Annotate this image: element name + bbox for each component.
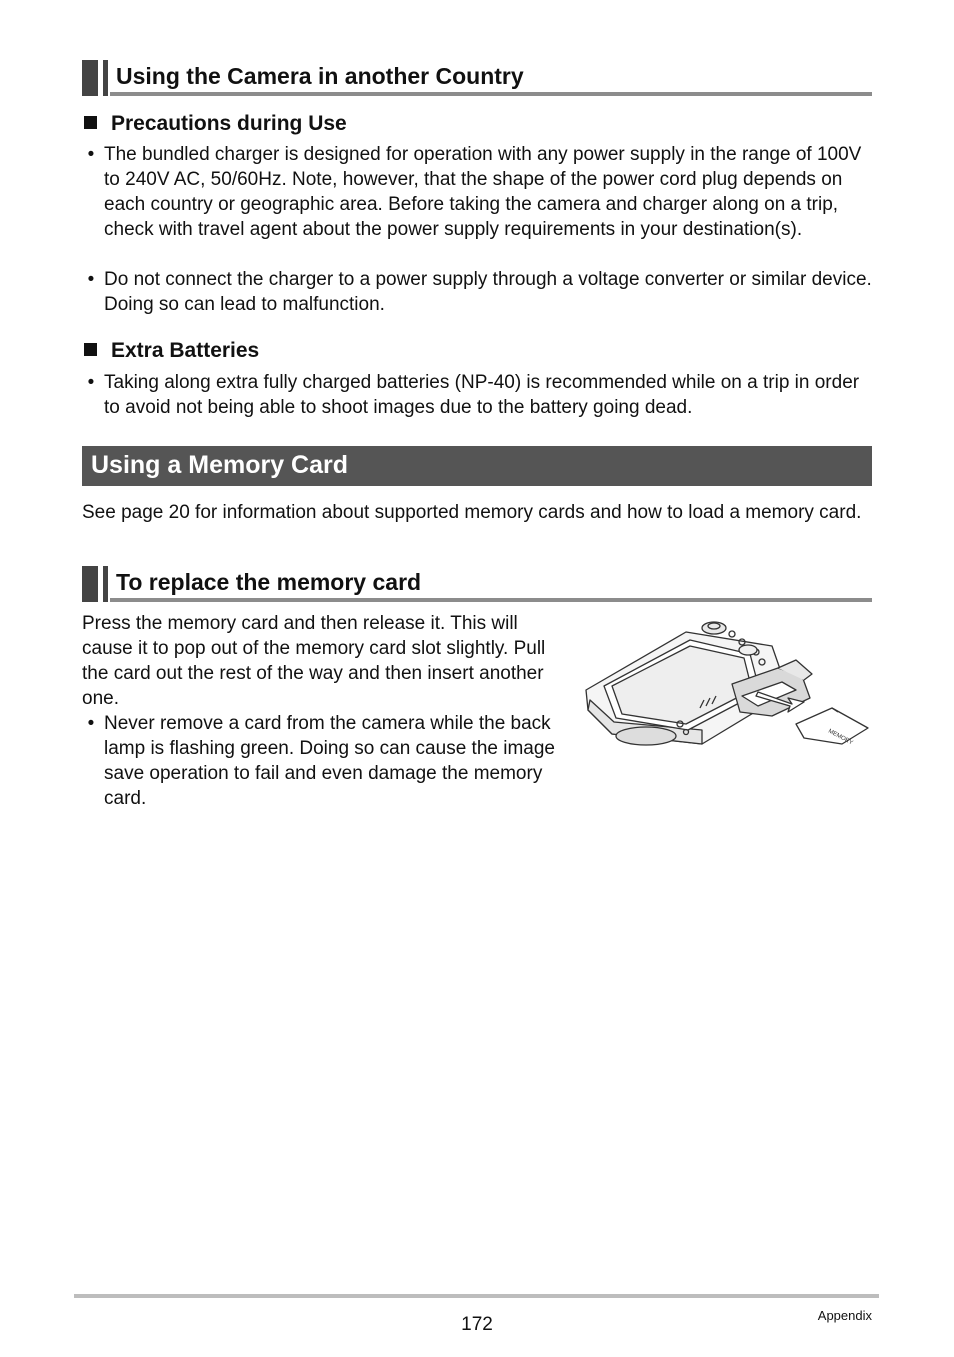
body-paragraph: Press the memory card and then release it. This will cause it to pop out of the memory card slot slightly. Pull the card out the rest of the way and then insert another one. [82,613,546,709]
subheading-label: Extra Batteries [111,339,260,362]
bullet-dot-icon: • [87,713,95,734]
section-heading-replace-card [82,566,872,606]
banner-title: Using a Memory Card [91,451,349,479]
footer-section-label: Appendix [817,1308,872,1323]
footer-rule [74,1294,879,1298]
square-bullet-icon [84,116,97,129]
square-bullet-icon [84,343,97,356]
section-title: Using the Camera in another Country [116,63,524,89]
camera-memory-card-illustration [582,612,872,752]
page-number: 172 [461,1314,493,1335]
subheading-precautions [84,112,347,136]
bullet-dot-icon: • [87,144,95,165]
bullet-dot-icon: • [87,269,95,290]
list-item: • Do not connect the charger to a power supply through a voltage converter or similar device. Doing so can lead to malfunction. [82,267,872,317]
subheading-extra-batteries [84,339,259,363]
subheading-label: Precautions during Use [111,112,347,135]
bullet-dot-icon: • [87,372,95,393]
section-title: To replace the memory card [116,569,422,595]
list-item: • The bundled charger is designed for operation with any power supply in the range of 100V to 240V AC, 50/60Hz. Note, however, that the shape of the power cord plug depends on each country or geographic area. Before taking the camera and charger along on a trip, check with travel agent about the power supply requirements in your destination(s). [82,142,872,267]
intro-paragraph: See page 20 for information about supported memory cards and how to load a memory card. [82,502,862,523]
section-banner-memory-card [82,446,872,486]
list-item: • Never remove a card from the camera while the back lamp is flashing green. Doing so can cause the image save operation to fail and even damage the memory card. [82,711,566,811]
memory-card-label: MEMORY [827,728,854,747]
section-heading-camera-country [82,60,872,100]
list-item: • Taking along extra fully charged batteries (NP-40) is recommended while on a trip in order to avoid not being able to shoot images due to the battery going dead. [82,370,872,420]
